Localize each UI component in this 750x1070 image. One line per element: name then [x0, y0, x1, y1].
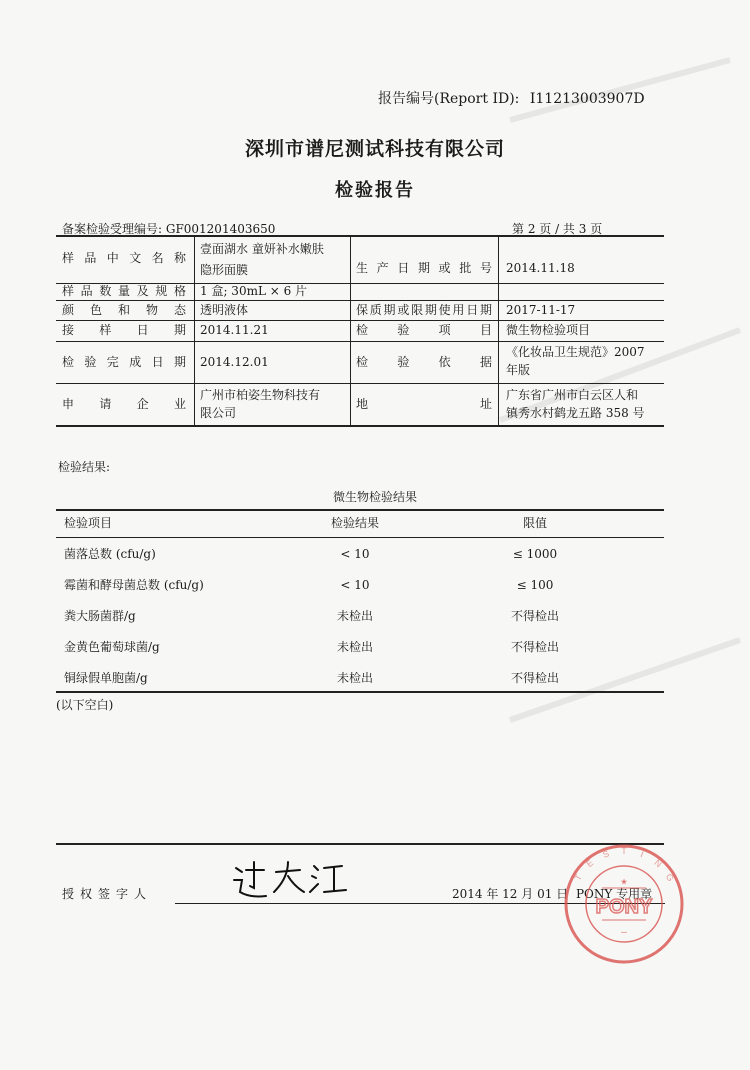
signatory-label: 授权签字人 [62, 887, 153, 901]
svg-text:E: E [584, 857, 596, 870]
row-result: < 10 [340, 578, 370, 592]
row-limit: 不得检出 [510, 609, 559, 623]
value-sample-name-1: 壹面湖水 童妍补水嫩肤 [200, 242, 324, 256]
svg-text:T: T [621, 846, 627, 856]
svg-text:S: S [601, 848, 611, 860]
svg-text:—: — [621, 930, 627, 936]
value-shelf-life: 2017-11-17 [506, 303, 576, 317]
col-header-item: 检验项目 [64, 516, 113, 530]
row-result: 未检出 [336, 671, 373, 685]
registration-number: 备案检验受理编号: GF001201403650 [62, 222, 276, 236]
value-address-2: 镇秀水村鹤龙五路 358 号 [506, 406, 645, 420]
svg-text:G: G [663, 871, 676, 884]
row-item: 金黄色葡萄球菌/g [64, 640, 160, 654]
value-receive-date: 2014.11.21 [200, 323, 269, 337]
value-test-basis-2: 年版 [506, 363, 531, 377]
value-sample-name-2: 隐形面膜 [200, 263, 249, 277]
page-number: 第 2 页 / 共 3 页 [512, 222, 603, 236]
row-result: 未检出 [336, 609, 373, 623]
row-limit: 不得检出 [510, 640, 559, 654]
value-test-item: 微生物检验项目 [506, 323, 591, 337]
value-complete-date: 2014.12.01 [200, 355, 269, 369]
svg-text:★: ★ [620, 879, 628, 886]
label-shelf-life: 保质期或限期使用日期 [356, 303, 492, 317]
results-title: 微生物检验结果 [332, 490, 417, 504]
page-title: 检验报告 [335, 180, 415, 201]
stamp-label: PONY 专用章 [575, 887, 653, 901]
label-test-basis: 检验依据 [356, 355, 492, 369]
row-item: 霉菌和酵母菌总数 (cfu/g) [64, 578, 204, 592]
row-item: 铜绿假单胞菌/g [64, 671, 148, 685]
value-production-date: 2014.11.18 [506, 261, 575, 275]
official-seal-stamp [562, 842, 686, 966]
label-receive-date: 接样日期 [62, 323, 186, 337]
row-result: 未检出 [336, 640, 373, 654]
value-quantity: 1 盒; 30mL × 6 片 [200, 284, 308, 298]
label-test-item: 检验项目 [356, 323, 492, 337]
row-item: 粪大肠菌群/g [64, 609, 136, 623]
date-text: 2014 年 12 月 01 日 [452, 887, 569, 901]
svg-text:N: N [652, 857, 664, 870]
col-header-result: 检验结果 [330, 516, 379, 530]
row-limit: 不得检出 [510, 671, 559, 685]
svg-text:PONY: PONY [595, 896, 653, 918]
col-header-limit: 限值 [522, 516, 547, 530]
label-sample-name: 样品中文名称 [62, 251, 186, 265]
label-applicant: 申请企业 [62, 397, 186, 411]
report-id [378, 88, 645, 108]
svg-text:I: I [639, 849, 646, 860]
value-test-basis-1: 《化妆品卫生规范》2007 [506, 345, 645, 359]
label-color-state: 颜色和物态 [62, 303, 186, 317]
value-color-state: 透明液体 [200, 303, 249, 317]
label-quantity: 样品数量及规格 [62, 284, 186, 298]
row-item: 菌落总数 (cfu/g) [64, 547, 156, 561]
handwritten-signature [230, 858, 350, 903]
label-address: 地址 [356, 397, 492, 411]
results-label: 检验结果: [58, 460, 111, 474]
value-address-1: 广东省广州市白云区人和 [506, 388, 639, 402]
row-result: < 10 [340, 547, 370, 561]
blank-below-note: (以下空白) [56, 698, 114, 712]
row-limit: ≤ 100 [516, 578, 554, 592]
value-applicant-2: 限公司 [200, 406, 237, 420]
svg-text:T: T [572, 872, 584, 883]
label-production-date: 生产日期或批号 [356, 261, 492, 275]
report-id-label: 报告编号(Report ID): [378, 91, 520, 107]
value-applicant-1: 广州市柏姿生物科技有 [200, 388, 321, 402]
label-complete-date: 检验完成日期 [62, 355, 186, 369]
row-limit: ≤ 1000 [512, 547, 558, 561]
report-id-value: I11213003907D [529, 91, 645, 107]
company-name: 深圳市谱尼测试科技有限公司 [244, 138, 505, 160]
